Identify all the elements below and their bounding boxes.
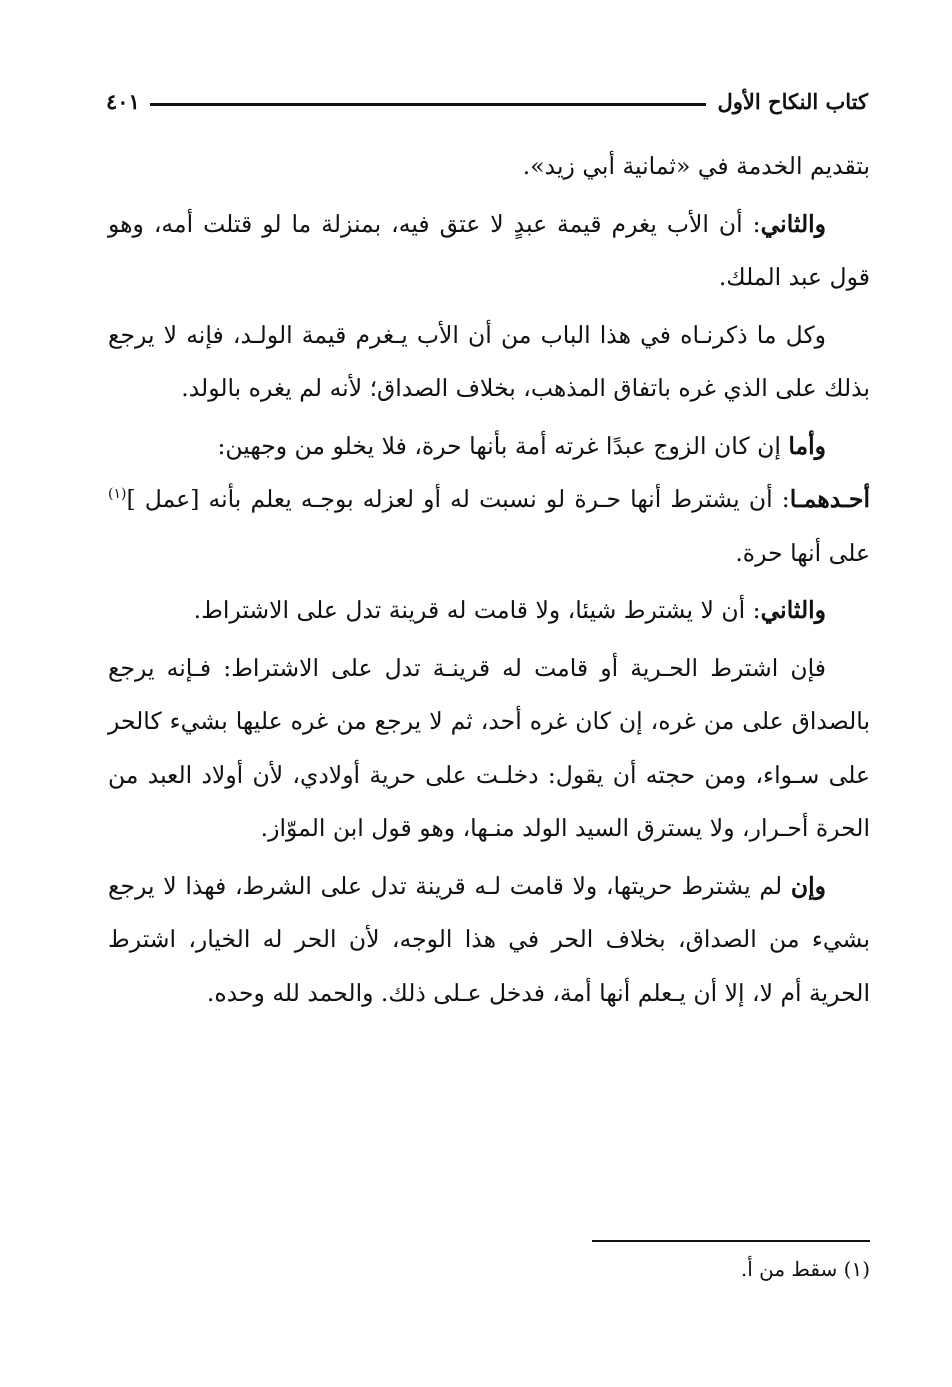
footnote-text: (١) سقط من أ. — [740, 1257, 870, 1281]
paragraph — [108, 860, 870, 1021]
paragraph — [108, 198, 870, 305]
paragraph-text: فإن اشترط الحـرية أو قامت له قرينـة تدل على الاشتراط: فـإنه يرجع بالصداق على من غره، إن كان غره أحد، ثم لا يرجع من غره عليها بشيء كالحر على سـواء، ومن حجته أن يقول: دخلـت على حرية أولادي، لأن أولاد العبد من الحرة أحـرار، ولا يسترق السيد الولد منـها، وهو قول ابن الموّاز. — [108, 653, 870, 842]
paragraph — [108, 140, 870, 194]
paragraph-lead: والثاني — [760, 596, 826, 624]
main-text — [108, 140, 870, 1020]
paragraph — [108, 309, 870, 416]
paragraph — [108, 642, 870, 856]
paragraph-text: لم يشترط حريتها، ولا قامت لـه قرينة تدل على الشرط، فهذا لا يرجع بشيء من الصداق، بخلاف الحر في هذا الوجه، لأن الحر له الخيار، اشترط الحرية أم لا، إلا أن يـعلم أنها أمة، فدخل عـلى ذلك. والحمد لله وحده. — [108, 871, 870, 1007]
paragraph — [108, 584, 870, 638]
paragraph — [108, 420, 870, 474]
paragraph-text: : أن الأب يغرم قيمة عبدٍ لا عتق فيه، بمنزلة ما لو قتلت أمه، وهو قول عبد الملك. — [108, 209, 870, 291]
paragraph-text: إن كان الزوج عبدًا غرته أمة بأنها حرة، فلا يخلو من وجهين: — [217, 431, 789, 460]
paragraph-text: وكل ما ذكرنـاه في هذا الباب من أن الأب يـغرم قيمة الولـد، فإنه لا يرجع بذلك على الذي غره باتفاق المذهب، بخلاف الصداق؛ لأنه لم يغره بالولد. — [108, 320, 870, 402]
paragraph-lead: والثاني — [760, 209, 826, 238]
paragraph-lead: وإن — [790, 871, 826, 900]
chapter-title: كتاب النكاح الأول — [717, 88, 868, 114]
footnote — [520, 1254, 870, 1284]
paragraph — [108, 473, 870, 580]
footnote-rule — [592, 1240, 870, 1242]
paragraph-text: : أن لا يشترط شيئا، ولا قامت له قرينة تدل على الاشتراط. — [193, 596, 761, 624]
running-header — [106, 84, 868, 118]
footnote-reference[interactable]: (١) — [108, 486, 127, 503]
paragraph-text: : أن يشترط أنها حـرة لو نسبت له أو لعزله بوجـه يعلم بأنه [عمل ] — [126, 485, 790, 513]
paragraph-lead: وأما — [788, 431, 826, 460]
page-number: ٤٠١ — [106, 88, 140, 114]
paragraph-text: بتقديم الخدمة في «ثمانية أبي زيد». — [522, 152, 870, 180]
paragraph-lead: أحـدهمـا — [789, 485, 870, 513]
paragraph-text: على أنها حرة. — [735, 538, 870, 567]
header-rule — [150, 103, 706, 106]
